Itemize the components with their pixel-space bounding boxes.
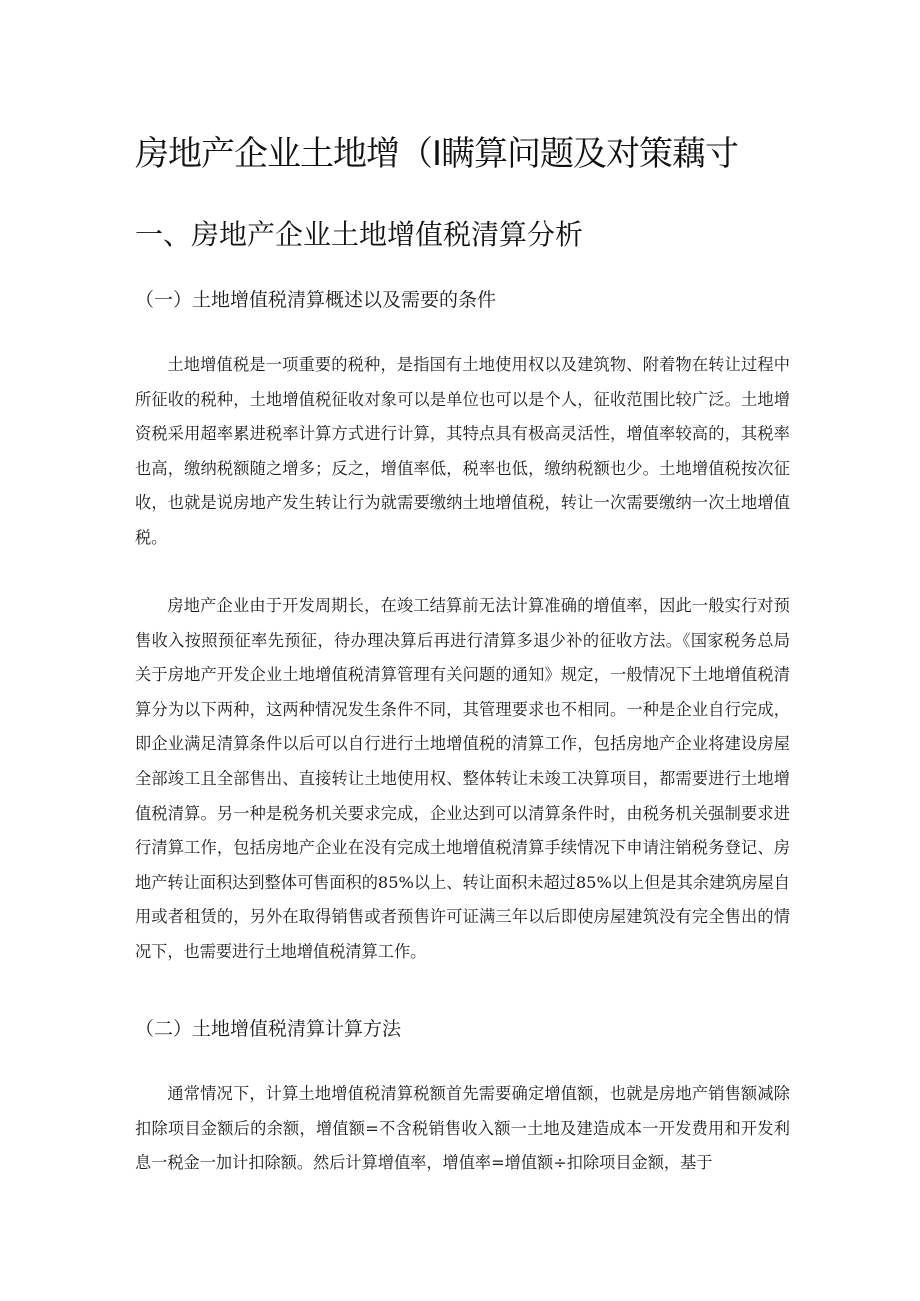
paragraph-2: 房地产企业由于开发周期长，在竣工结算前无法计算准确的增值率，因此一般实行对预售收入按照预征率先预征，待办理决算后再进行清算多退少补的征收方法。《国家税务总局关于房地产开发企业土地增值税清算管理有关问题的通知》规定，一般情况下土地增值税清算分为以下两种，这两种情况发生条件不同，其管理要求也不相同。一种是企业自行完成，即企业满足清算条件以后可以自行进行土地增值税的清算工作，包括房地产企业将建设房屋全部竣工且全部售出、直接转让土地使用权、整体转让未竣工决算项目，都需要进行土地增值税清算。另一种是税务机关要求完成，企业达到可以清算条件时，由税务机关强制要求进行清算工作，包括房地产企业在没有完成土地增值税清算手续情况下申请注销税务登记、房地产转让面积达到整体可售面积的85%以上、转让面积未超过85%以上但是其余建筑房屋自用或者租赁的，另外在取得销售或者预售许可证满三年以后即使房屋建筑没有完全售出的情况下，也需要进行土地增值税清算工作。 [135, 596, 790, 961]
subsection-heading-1: （一）土地增值税清算概述以及需要的条件 [135, 289, 497, 311]
section-heading-1: 一、房地产企业土地增值税清算分析 [135, 218, 584, 251]
paragraph-3: 通常情况下，计算土地增值税清算税额首先需要确定增值额，也就是房地产销售额减除扣除项目金额后的余额，增值额=不含税销售收入额一土地及建造成本一开发费用和开发利息一税金一加计扣除额。然后计算增值率，增值率=增值额÷扣除项目金额，基于 [135, 1084, 790, 1173]
subsection-heading-2: （二）土地增值税清算计算方法 [135, 1018, 402, 1040]
document-title: 房地产企业土地增（Ⅰ瞒算问题及对策藕寸 [135, 134, 739, 174]
paragraph-1: 土地增值税是一项重要的税种，是指国有土地使用权以及建筑物、附着物在转让过程中所征收的税种，土地增值税征收对象可以是单位也可以是个人，征收范围比较广泛。土地增资税采用超率累进税率计算方式进行计算，其特点具有极高灵活性，增值率较高的，其税率也高，缴纳税额随之增多；反之，增值率低，税率也低，缴纳税额也少。土地增值税按次征收，也就是说房地产发生转让行为就需要缴纳土地增值税，转让一次需要缴纳一次土地增值税。 [135, 355, 790, 547]
